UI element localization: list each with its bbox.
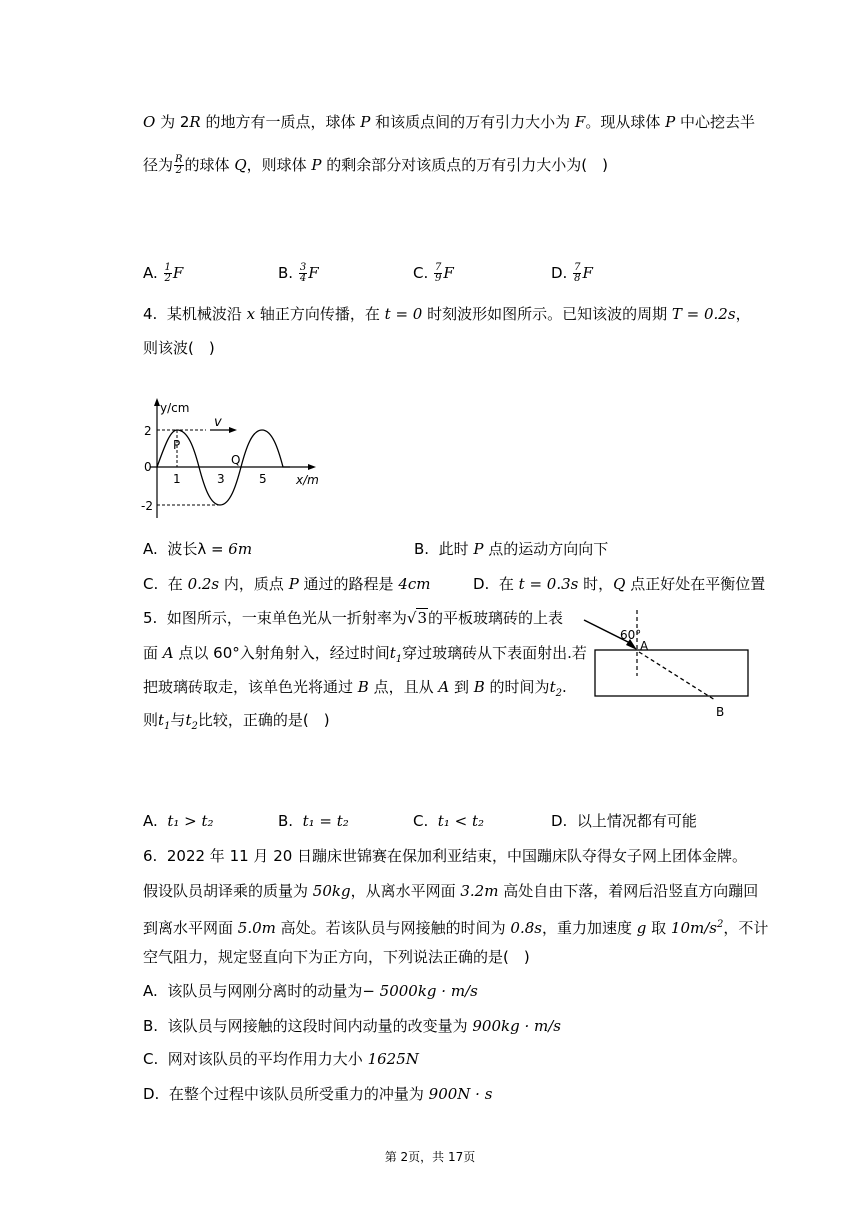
x-tick-1: 1 bbox=[173, 472, 181, 486]
velocity-arrowhead bbox=[229, 427, 237, 433]
x-axis-label: x/m bbox=[296, 473, 319, 487]
angle-label: 60° bbox=[620, 628, 642, 642]
x-tick-3: 3 bbox=[217, 472, 225, 486]
q5-line-2: 面 A 点以 60°入射角射入，经过时间$t_1$穿过玻璃砖从下表面射出.若 bbox=[143, 644, 587, 665]
q6-option-d[interactable]: D. 在整个过程中该队员所受重力的冲量为 900N · s bbox=[143, 1085, 493, 1103]
q3-option-b[interactable]: B. $\frac{3}{4}$ F bbox=[278, 262, 319, 284]
point-a-label: A bbox=[640, 639, 649, 653]
extended-ray bbox=[639, 652, 715, 700]
point-p-label: P bbox=[173, 438, 181, 452]
point-b-label: B bbox=[716, 705, 725, 719]
velocity-label: v bbox=[214, 415, 222, 430]
q5-option-c[interactable]: C. t₁ < t₂ bbox=[413, 812, 484, 830]
q5-line-3: 把玻璃砖取走，该单色光将通过 B 点，且从 A 到 B 的时间为$t_2$. bbox=[143, 678, 567, 699]
q4-line-2: 则该波( ) bbox=[143, 339, 215, 357]
q6-line-1: 6. 2022 年 11 月 20 日蹦床世锦赛在保加利亚结束，中国蹦床队夺得女子网上团体金牌。 bbox=[143, 847, 748, 865]
point-q-label: Q bbox=[231, 453, 241, 467]
q4-line-1: 4. 某机械波沿 x 轴正方向传播，在 t = 0 时刻波形如图所示。已知该波的周期 T = 0.2s， bbox=[143, 305, 751, 323]
q5-option-a[interactable]: A. t₁ > t₂ bbox=[143, 812, 214, 830]
y-axis-label: y/cm bbox=[160, 401, 190, 415]
y-tick-0: 0 bbox=[144, 460, 152, 474]
q4-option-d[interactable]: D. 在 t = 0.3s 时，Q 点正好处在平衡位置 bbox=[473, 575, 766, 593]
q5-option-b[interactable]: B. t₁ = t₂ bbox=[278, 812, 349, 830]
q3-option-c[interactable]: C. $\frac{7}{9}$ F bbox=[413, 262, 454, 284]
q5-line-4: 则$t_1$与$t_2$比较，正确的是( ) bbox=[143, 711, 330, 732]
x-tick-5: 5 bbox=[259, 472, 267, 486]
q6-line-4: 空气阻力，规定竖直向下为正方向，下列说法正确的是( ) bbox=[143, 948, 530, 966]
y-tick-2: 2 bbox=[144, 424, 152, 438]
q6-option-c[interactable]: C. 网对该队员的平均作用力大小 1625N bbox=[143, 1050, 419, 1068]
q6-line-3: 到离水平网面 5.0m 高处。若该队员与网接触的时间为 0.8s，重力加速度 g 取 $10m/s^2$，不计 bbox=[143, 919, 769, 937]
y-tick-neg2: -2 bbox=[141, 499, 153, 513]
q3-option-a[interactable]: A. $\frac{1}{2}$ F bbox=[143, 262, 184, 284]
q5-option-d[interactable]: D. 以上情况都有可能 bbox=[551, 812, 697, 830]
q5-line-1: 5. 如图所示，一束单色光从一折射率为√3的平板玻璃砖的上表 bbox=[143, 609, 563, 627]
fraction-r-over-2: $\frac{R}{2}$ bbox=[175, 154, 183, 176]
wave-figure bbox=[140, 398, 335, 523]
q4-option-b[interactable]: B. 此时 P 点的运动方向向下 bbox=[414, 540, 609, 558]
q4-option-c[interactable]: C. 在 0.2s 内，质点 P 通过的路程是 4cm bbox=[143, 575, 431, 593]
x-axis-arrow bbox=[308, 464, 316, 470]
q6-line-2: 假设队员胡译乘的质量为 50kg，从离水平网面 3.2m 高处自由下落，着网后沿竖直方向蹦回 bbox=[143, 882, 759, 900]
q3-line-2: 径为 $\frac{R}{2}$ 的球体 Q，则球体 P 的剩余部分对该质点的万有引力大小为( ) bbox=[143, 154, 608, 176]
q6-option-a[interactable]: A. 该队员与网刚分离时的动量为− 5000kg · m/s bbox=[143, 982, 478, 1000]
q4-option-a[interactable]: A. 波长λ = 6m bbox=[143, 540, 253, 558]
q3-option-d[interactable]: D. $\frac{7}{8}$ F bbox=[551, 262, 593, 284]
q3-line-1: O 为 2R 的地方有一质点，球体 P 和该质点间的万有引力大小为 F。现从球体 P 中心挖去半 bbox=[143, 113, 755, 131]
page-footer: 第 2页，共 17页 bbox=[384, 1150, 476, 1164]
glass-brick-figure bbox=[582, 606, 757, 721]
q6-option-b[interactable]: B. 该队员与网接触的这段时间内动量的改变量为 900kg · m/s bbox=[143, 1017, 561, 1035]
